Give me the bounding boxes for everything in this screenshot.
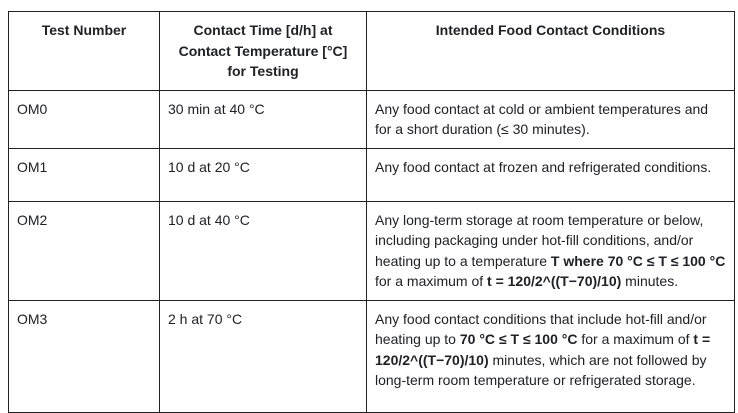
text-segment: Any food contact at cold or ambient temperatures and for a short duration (≤ 30 minutes). <box>375 100 709 137</box>
bold-text-segment: T where 70 °C ≤ T ≤ 100 °C <box>550 252 726 269</box>
text-segment: Any long-term storage at room temperature or below, including packaging under hot-fill conditions, and/or heating up to a temperature <box>375 211 704 269</box>
contact-time-cell: 2 h at 70 °C <box>160 300 367 412</box>
text-segment: for a maximum of <box>375 273 488 289</box>
table-row <box>9 300 735 412</box>
text-segment: Any food contact at frozen and refrigerated conditions. <box>375 158 712 175</box>
text-segment: for a maximum of <box>577 331 694 347</box>
conditions-cell <box>367 148 735 201</box>
text-segment: Any food contact conditions that include hot-fill and/or heating up to <box>375 310 707 347</box>
test-number-cell: OM2 <box>9 201 160 300</box>
food-contact-test-table <box>8 11 735 413</box>
header-test-number: Test Number <box>9 12 160 91</box>
header-conditions: Intended Food Contact Conditions <box>367 12 735 91</box>
table-row <box>9 90 735 148</box>
text-segment: minutes, which are not followed by long-term room temperature or refrigerated storage. <box>375 351 707 388</box>
bold-text-segment: 70 °C ≤ T ≤ 100 °C <box>459 331 578 347</box>
test-number-cell: OM1 <box>9 148 160 201</box>
text-segment: minutes. <box>621 273 679 289</box>
test-number-cell: OM3 <box>9 300 160 412</box>
bold-text-segment: t = 120/2^((T−70)/10) <box>487 273 622 289</box>
table-row <box>9 201 735 300</box>
conditions-cell <box>367 201 735 300</box>
test-number-cell: OM0 <box>9 90 160 148</box>
contact-time-cell: 10 d at 20 °C <box>160 148 367 201</box>
header-row <box>9 12 735 91</box>
conditions-cell <box>367 300 735 412</box>
bold-text-segment: t = 120/2^((T−70)/10) <box>375 331 711 368</box>
table-row <box>9 148 735 201</box>
contact-time-cell: 10 d at 40 °C <box>160 201 367 300</box>
conditions-cell <box>367 90 735 148</box>
contact-time-cell: 30 min at 40 °C <box>160 90 367 148</box>
header-contact-time: Contact Time [d/h] at Contact Temperature [°C] for Testing <box>160 12 367 91</box>
